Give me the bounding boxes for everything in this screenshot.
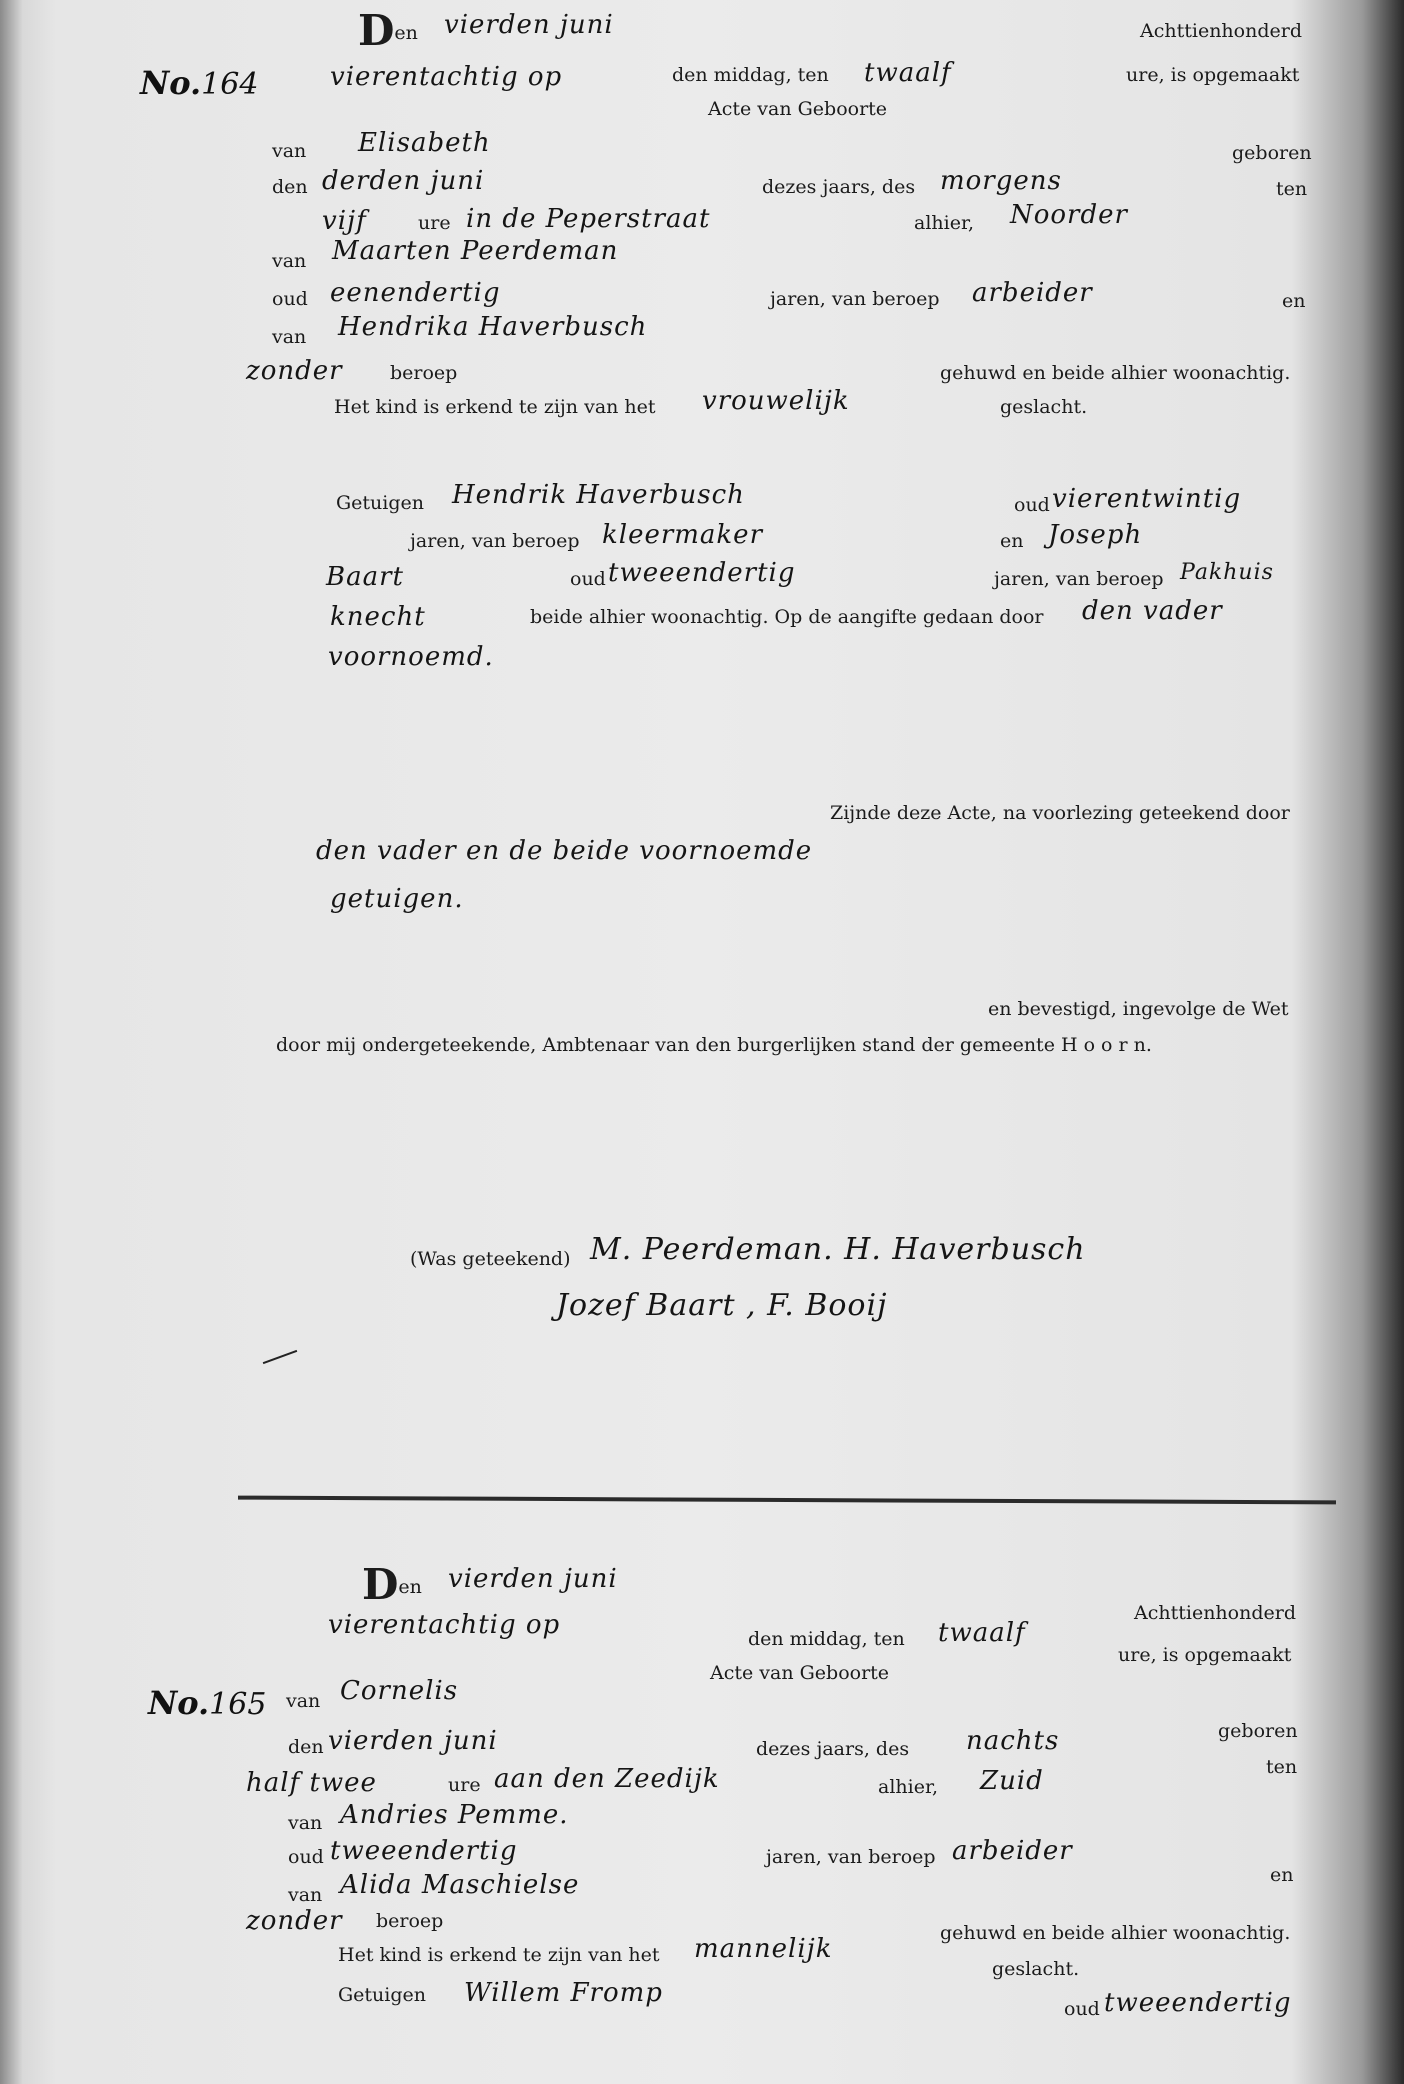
- middag-label: den middag, ten: [748, 1628, 905, 1650]
- closing-dash: [263, 1350, 298, 1364]
- record-divider: [238, 1496, 1336, 1505]
- witness2-first-handwritten: Joseph: [1048, 520, 1143, 550]
- label-ten: ten: [1266, 1756, 1298, 1778]
- label-beroep: beroep: [376, 1910, 444, 1932]
- label-oud-father: oud: [272, 288, 308, 310]
- label-oud-witness1: oud: [1064, 1998, 1100, 2020]
- record-opening: [362, 1560, 422, 1609]
- label-van-child: van: [286, 1690, 321, 1712]
- label-geslacht: geslacht.: [1000, 396, 1088, 418]
- middag-label: den middag, ten: [672, 64, 829, 86]
- year-label: Achttienhonderd: [1134, 1602, 1296, 1624]
- label-gehuwd: gehuwd en beide alhier woonachtig.: [940, 1922, 1291, 1944]
- label-van-father: van: [272, 250, 307, 272]
- birth-date-handwritten: derden juni: [322, 166, 485, 196]
- father-job-handwritten: arbeider: [952, 1836, 1073, 1866]
- signers-handwritten: den vader en de beide voornoemde: [316, 836, 813, 866]
- label-alhier: alhier,: [878, 1776, 938, 1798]
- father-job-handwritten: arbeider: [972, 278, 1093, 308]
- witness1-name-handwritten: Hendrik Haverbusch: [452, 480, 745, 510]
- label-dezes-jaars: dezes jaars, des: [756, 1738, 910, 1760]
- label-ten: ten: [1276, 178, 1308, 200]
- page-edge: [0, 0, 22, 2084]
- time-handwritten: vijf: [322, 206, 367, 236]
- ure-opgemaakt: ure, is opgemaakt: [1126, 64, 1300, 86]
- label-den: den: [272, 176, 308, 198]
- signatures-line2-handwritten: Jozef Baart , F. Booij: [556, 1288, 888, 1323]
- daypart-handwritten: morgens: [940, 166, 1062, 196]
- label-alhier: alhier,: [914, 212, 974, 234]
- wijk-handwritten: Zuid: [980, 1766, 1044, 1796]
- daypart-handwritten: nachts: [966, 1726, 1060, 1756]
- opening-en: en: [394, 22, 418, 44]
- place-handwritten: in de Peperstraat: [466, 204, 711, 234]
- label-jaren-beroep-witness2: jaren, van beroep: [994, 568, 1164, 590]
- label-oud-witness1: oud: [1014, 494, 1050, 516]
- witness2-last-handwritten: Baart: [326, 562, 404, 592]
- label-geslacht: geslacht.: [992, 1958, 1080, 1980]
- label-gehuwd: gehuwd en beide alhier woonachtig.: [940, 362, 1291, 384]
- label-geboren: geboren: [1232, 142, 1312, 164]
- declarant2-handwritten: voornoemd.: [328, 642, 494, 672]
- child-name-handwritten: Cornelis: [340, 1676, 459, 1706]
- label-en: en: [1270, 1864, 1294, 1886]
- father-name-handwritten: Maarten Peerdeman: [332, 236, 619, 266]
- year-handwritten: vierentachtig op: [328, 1610, 561, 1640]
- label-getuigen: Getuigen: [338, 1984, 427, 2006]
- time-handwritten: half twee: [246, 1768, 377, 1798]
- witness1-age-handwritten: tweeendertig: [1104, 1988, 1292, 2018]
- sex-handwritten: vrouwelijk: [702, 386, 850, 416]
- wijk-handwritten: Noorder: [1010, 200, 1128, 230]
- label-beide-alhier: beide alhier woonachtig. Op de aangifte gedaan door: [530, 606, 1044, 628]
- label-kind-erkend: Het kind is erkend te zijn van het: [334, 396, 656, 418]
- hour-handwritten: twaalf: [938, 1618, 1026, 1648]
- witness2-job-handwritten: Pakhuis: [1180, 560, 1274, 585]
- label-jaren-beroep-father: jaren, van beroep: [766, 1846, 936, 1868]
- witness1-age-handwritten: vierentwintig: [1052, 484, 1242, 514]
- record-opening: [358, 6, 418, 55]
- record-date-handwritten: vierden juni: [448, 1564, 618, 1594]
- label-oud-father: oud: [288, 1846, 324, 1868]
- record-number: No.164: [140, 64, 259, 102]
- witness1-name-handwritten: Willem Fromp: [464, 1978, 663, 2008]
- witness2-job2-handwritten: knecht: [330, 602, 426, 632]
- label-van-father: van: [288, 1812, 323, 1834]
- opening-en: en: [398, 1576, 422, 1598]
- label-kind-erkend: Het kind is erkend te zijn van het: [338, 1944, 660, 1966]
- witness1-job-handwritten: kleermaker: [602, 520, 763, 550]
- label-beroep: beroep: [390, 362, 458, 384]
- label-van: van: [272, 140, 307, 162]
- place-handwritten: aan den Zeedijk: [494, 1764, 720, 1794]
- label-geboren: geboren: [1218, 1720, 1298, 1742]
- birth-date-handwritten: vierden juni: [328, 1726, 498, 1756]
- father-name-handwritten: Andries Pemme.: [340, 1800, 569, 1830]
- record-date-handwritten: vierden juni: [444, 10, 614, 40]
- signatures-line1-handwritten: M. Peerdeman. H. Haverbusch: [590, 1232, 1086, 1267]
- mother-name-handwritten: Alida Maschielse: [340, 1870, 580, 1900]
- year-label: Achttienhonderd: [1140, 20, 1302, 42]
- acte-title: Acte van Geboorte: [710, 1662, 890, 1684]
- mother-name-handwritten: Hendrika Haverbusch: [338, 312, 648, 342]
- initial-d: D: [358, 6, 395, 55]
- father-age-handwritten: eenendertig: [330, 278, 501, 308]
- declarant-handwritten: den vader: [1082, 596, 1223, 626]
- label-getuigen: Getuigen: [336, 492, 425, 514]
- acte-title: Acte van Geboorte: [708, 98, 888, 120]
- mother-job-handwritten: zonder: [246, 356, 343, 386]
- label-zijnde: Zijnde deze Acte, na voorlezing geteekend door: [830, 802, 1290, 824]
- record-number: No.165: [148, 1684, 267, 1722]
- label-en-witness2: en: [1000, 530, 1024, 552]
- child-name-handwritten: Elisabeth: [358, 128, 491, 158]
- label-ure: ure: [418, 212, 451, 234]
- father-age-handwritten: tweeendertig: [330, 1836, 518, 1866]
- sex-handwritten: mannelijk: [694, 1934, 833, 1964]
- label-door-mij: door mij ondergeteekende, Ambtenaar van den burgerlijken stand der gemeente H o o r n.: [276, 1034, 1152, 1056]
- hour-handwritten: twaalf: [864, 58, 952, 88]
- year-handwritten: vierentachtig op: [330, 62, 563, 92]
- label-jaren-beroep-father: jaren, van beroep: [770, 288, 940, 310]
- label-was-geteekend: (Was geteekend): [410, 1248, 571, 1270]
- ure-opgemaakt: ure, is opgemaakt: [1118, 1644, 1292, 1666]
- label-oud-witness2: oud: [570, 568, 606, 590]
- mother-job-handwritten: zonder: [246, 1906, 343, 1936]
- initial-d: D: [362, 1560, 399, 1609]
- label-en: en: [1282, 290, 1306, 312]
- label-den: den: [288, 1736, 324, 1758]
- label-van-mother: van: [288, 1884, 323, 1906]
- label-ure: ure: [448, 1774, 481, 1796]
- label-dezes-jaars: dezes jaars, des: [762, 176, 916, 198]
- label-bevestigd: en bevestigd, ingevolge de Wet: [988, 998, 1289, 1020]
- signers2-handwritten: getuigen.: [330, 884, 464, 914]
- label-jaren-beroep-witness1: jaren, van beroep: [410, 530, 580, 552]
- witness2-age-handwritten: tweeendertig: [608, 558, 796, 588]
- label-van-mother: van: [272, 326, 307, 348]
